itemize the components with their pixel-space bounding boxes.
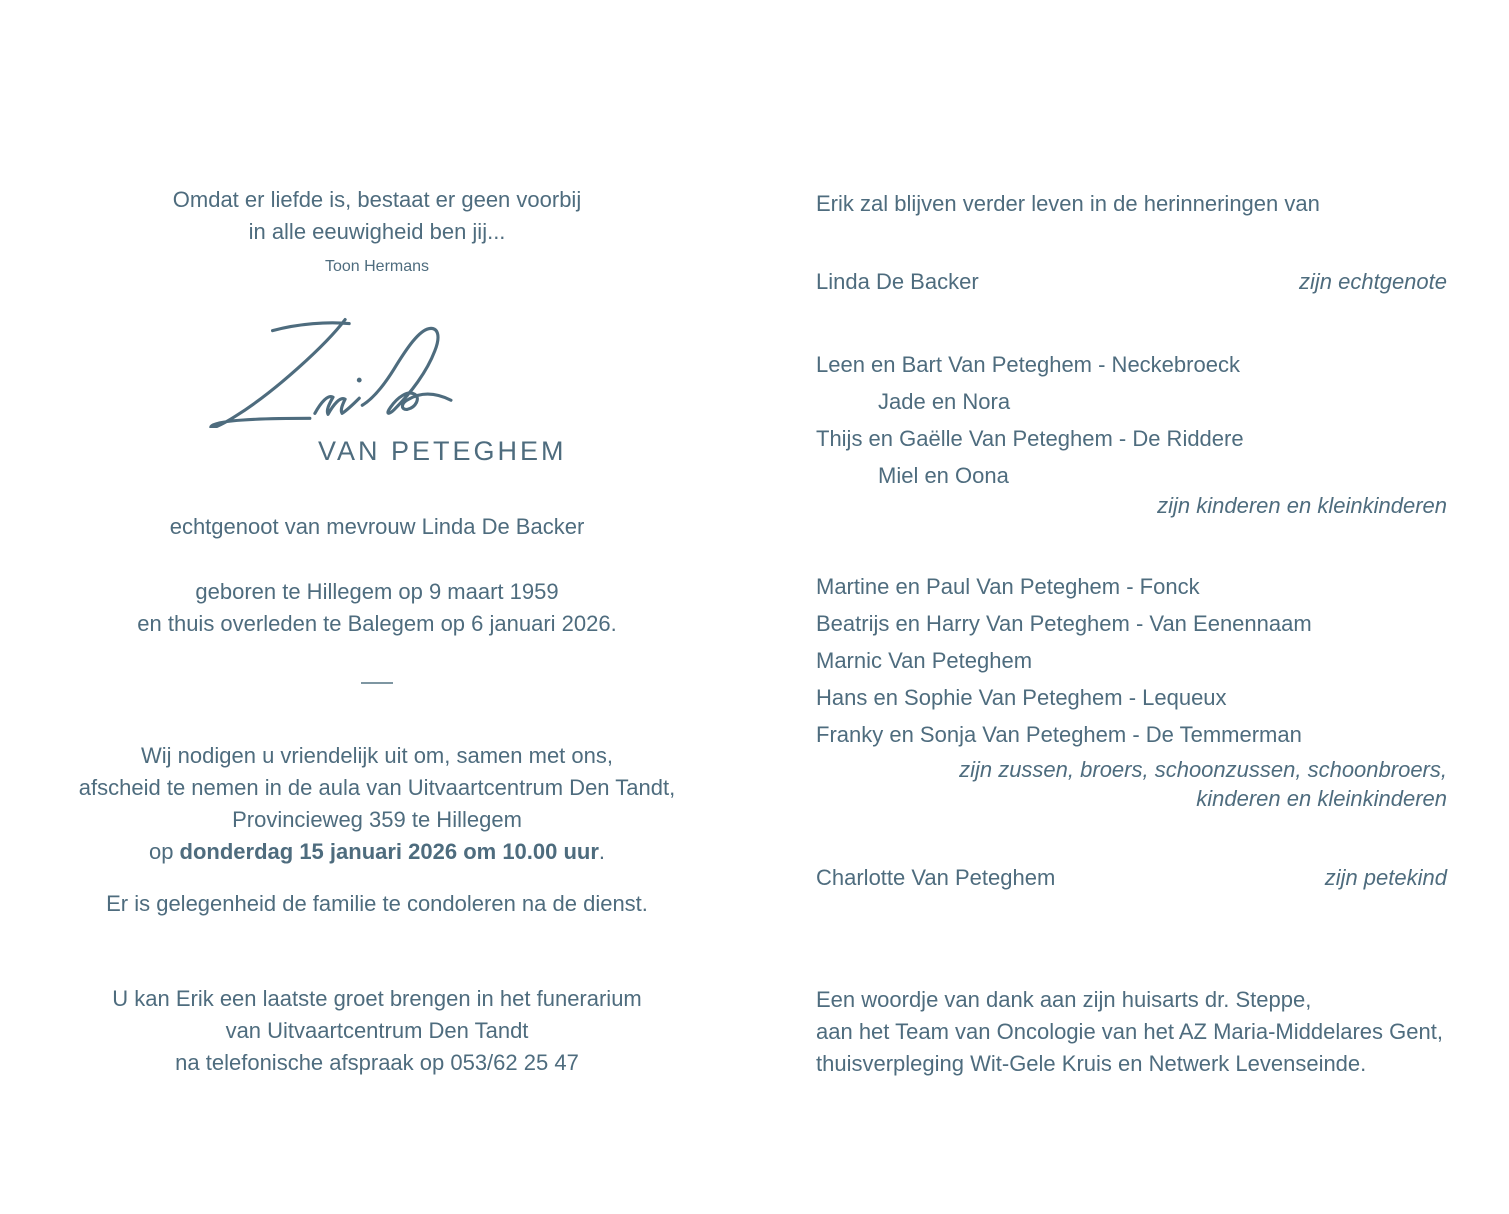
- family-row: Franky en Sonja Van Peteghem - De Temmerman: [816, 722, 1302, 747]
- life-dates: [0, 576, 754, 640]
- right-page: [816, 0, 1447, 1214]
- opening-quote: [0, 184, 754, 248]
- invitation-datetime: donderdag 15 januari 2026 om 10.00 uur: [179, 839, 599, 864]
- invitation-date-suffix: .: [598, 839, 606, 864]
- signature-stroke-spine: [211, 320, 345, 428]
- siblings-list: [816, 568, 1447, 753]
- invitation-line-4: [0, 836, 754, 868]
- left-page: [0, 0, 754, 1214]
- section-divider: [361, 682, 393, 684]
- signature-stroke-ri: [315, 397, 359, 415]
- godchild-row: [816, 864, 1447, 892]
- invitation-date-prefix: op: [148, 839, 180, 864]
- family-row: Martine en Paul Van Peteghem - Fonck: [816, 574, 1200, 599]
- signature-i-dot: [357, 378, 362, 383]
- spouse-name: Linda De Backer: [816, 269, 979, 294]
- grandchildren-row: Miel en Oona: [878, 463, 1009, 488]
- spouse-relation-line: echtgenoot van mevrouw Linda De Backer: [169, 514, 585, 539]
- siblings-relation-label: [816, 755, 1447, 813]
- siblings-relation-line-1: zijn zussen, broers, schoonzussen, schoonbroers,: [959, 757, 1447, 782]
- quote-line-1: Omdat er liefde is, bestaat er geen voorbij: [172, 187, 582, 212]
- children-list: [816, 346, 1447, 494]
- visitation-line-2: van Uitvaartcentrum Den Tandt: [225, 1018, 529, 1043]
- remembrance-intro: Erik zal blijven verder leven in de herinneringen van: [816, 191, 1320, 216]
- signature-first-name: [203, 316, 455, 428]
- birth-line: geboren te Hillegem op 9 maart 1959: [195, 579, 559, 604]
- godchild-relation: zijn petekind: [1324, 865, 1447, 890]
- family-row: Thijs en Gaëlle Van Peteghem - De Riddere: [816, 426, 1244, 451]
- thanks-paragraph: [816, 984, 1447, 1080]
- family-row: Leen en Bart Van Peteghem - Neckebroeck: [816, 352, 1240, 377]
- invitation-line-1: Wij nodigen u vriendelijk uit om, samen met ons,: [141, 743, 613, 768]
- signature-stroke-k: [362, 328, 451, 413]
- visitation-info: [0, 983, 754, 1079]
- spouse-row: [816, 268, 1447, 296]
- family-row: Hans en Sophie Van Peteghem - Lequeux: [816, 685, 1227, 710]
- invitation-line-2: afscheid te nemen in de aula van Uitvaartcentrum Den Tandt,: [78, 775, 676, 800]
- quote-author: Toon Hermans: [324, 258, 430, 275]
- godchild-name: Charlotte Van Peteghem: [816, 865, 1056, 890]
- children-relation-label: zijn kinderen en kleinkinderen: [1157, 493, 1447, 518]
- family-row: Marnic Van Peteghem: [816, 648, 1033, 673]
- thanks-line-2: aan het Team van Oncologie van het AZ Maria-Middelares Gent,: [816, 1019, 1443, 1044]
- visitation-line-1: U kan Erik een laatste groet brengen in het funerarium: [112, 986, 642, 1011]
- visitation-line-3: na telefonische afspraak op 053/62 25 47: [175, 1050, 579, 1075]
- death-line: en thuis overleden te Balegem op 6 januari 2026.: [137, 611, 617, 636]
- quote-line-2: in alle eeuwigheid ben jij...: [248, 219, 506, 244]
- grandchildren-row: Jade en Nora: [878, 389, 1011, 414]
- deceased-last-name: VAN PETEGHEM: [318, 436, 567, 466]
- siblings-relation-line-2: kinderen en kleinkinderen: [1196, 786, 1447, 811]
- spouse-relation: zijn echtgenote: [1299, 269, 1447, 294]
- thanks-line-3: thuisverpleging Wit-Gele Kruis en Netwerk Levenseinde.: [816, 1051, 1367, 1076]
- condolence-line: Er is gelegenheid de familie te condoleren na de dienst.: [106, 891, 648, 916]
- family-row: Beatrijs en Harry Van Peteghem - Van Eenennaam: [816, 611, 1312, 636]
- invitation-line-3: Provincieweg 359 te Hillegem: [232, 807, 522, 832]
- ceremony-invitation: [0, 740, 754, 868]
- thanks-line-1: Een woordje van dank aan zijn huisarts dr. Steppe,: [816, 987, 1312, 1012]
